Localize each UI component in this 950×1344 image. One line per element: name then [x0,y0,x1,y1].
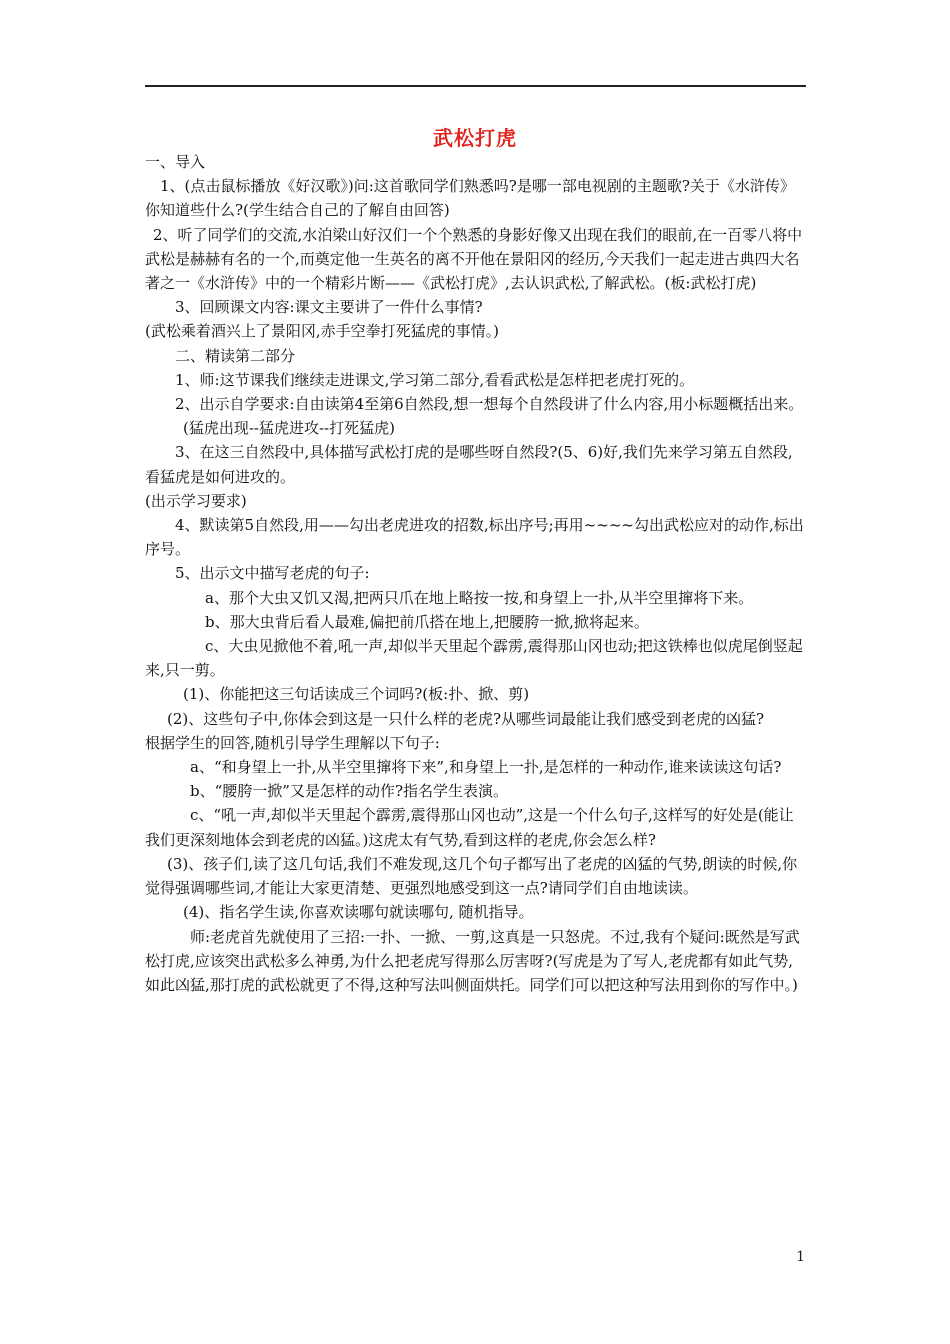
document-body [145,150,807,997]
paragraph: c、大虫见掀他不着,吼一声,却似半天里起个霹雳,震得那山冈也动;把这铁棒也似虎尾倒竖起来,只一剪。 [145,637,803,680]
paragraph: a、“和身望上一扑,从半空里撺将下来”,和身望上一扑,是怎样的一种动作,谁来读读这句话? [190,758,782,777]
paragraph: 5、出示文中描写老虎的句子: [175,564,370,583]
paragraph: (4)、指名学生读,你喜欢读哪句就读哪句, 随机指导。 [183,903,534,922]
paragraph: (出示学习要求) [145,491,247,510]
paragraph: 根据学生的回答,随机引导学生理解以下句子: [145,733,440,752]
header-rule [145,85,806,87]
page-number: 1 [796,1249,805,1265]
paragraph: (3)、孩子们,读了这几句话,我们不难发现,这几个句子都写出了老虎的凶猛的气势,朗读的时候,你觉得强调哪些词,才能让大家更清楚、更强烈地感受到这一点?请同学们自由地读读。 [145,854,798,898]
paragraph: a、那个大虫又饥又渴,把两只爪在地上略按一按,和身望上一扑,从半空里撺将下来。 [205,588,754,607]
paragraph: (猛虎出现--猛虎进攻--打死猛虎) [183,419,395,438]
paragraph: 1、(点击鼠标播放《好汉歌》)问:这首歌同学们熟悉吗?是哪一部电视剧的主题歌?关于《水浒传》你知道些什么?(学生结合自己的了解自由回答) [145,177,795,220]
paragraph: 2、听了同学们的交流,水泊梁山好汉们一个个熟悉的身影好像又出现在我们的眼前,在一百零八将中武松是赫赫有名的一个,而奠定他一生英名的离不开他在景阳冈的经历,今天我们一起走进古典四大名著之一《水浒传》中的一个精彩片断——《武松打虎》,去认识武松,了解武松。(板:武松打虎) [145,225,803,293]
paragraph: (2)、这些句子中,你体会到这是一只什么样的老虎?从哪些词最能让我们感受到老虎的凶猛? [167,709,765,728]
paragraph: 二、精读第二部分 [175,346,296,365]
paragraph: 师:老虎首先就使用了三招:一扑、一掀、一剪,这真是一只怒虎。不过,我有个疑问:既然是写武松打虎,应该突出武松多么神勇,为什么把老虎写得那么厉害呀?(写虎是为了写人,老虎都有如此气势,如此凶猛,那打虎的武松就更了不得,这种写法叫侧面烘托。同学们可以把这种写法用到你的写作中。) [145,927,800,994]
paragraph: 3、在这三自然段中,具体描写武松打虎的是哪些呀自然段?(5、6)好,我们先来学习第五自然段,看猛虎是如何进攻的。 [145,443,793,486]
paragraph: b、“腰胯一掀”又是怎样的动作?指名学生表演。 [190,782,508,801]
paragraph: 一、导入 [145,153,206,171]
paragraph: 3、回顾课文内容:课文主要讲了一件什么事情? [175,298,483,317]
paragraph: (武松乘着酒兴上了景阳冈,赤手空拳打死猛虎的事情。) [145,322,499,341]
paragraph: (1)、你能把这三句话读成三个词吗?(板:扑、掀、剪) [183,685,530,704]
document-title: 武松打虎 [433,126,517,150]
paragraph: b、那大虫背后看人最难,偏把前爪搭在地上,把腰胯一掀,掀将起来。 [205,612,649,631]
paragraph: c、“吼一声,却似半天里起个霹雳,震得那山冈也动”,这是一个什么句子,这样写的好处是(能让我们更深刻地体会到老虎的凶猛。)这虎太有气势,看到这样的老虎,你会怎么样? [145,806,794,849]
paragraph: 1、师:这节课我们继续走进课文,学习第二部分,看看武松是怎样把老虎打死的。 [175,370,695,389]
paragraph: 2、出示自学要求:自由读第4至第6自然段,想一想每个自然段讲了什么内容,用小标题概括出来。 [175,395,804,414]
paragraph: 4、默读第5自然段,用——勾出老虎进攻的招数,标出序号;再用~~~~勾出武松应对的动作,标出序号。 [145,516,804,559]
